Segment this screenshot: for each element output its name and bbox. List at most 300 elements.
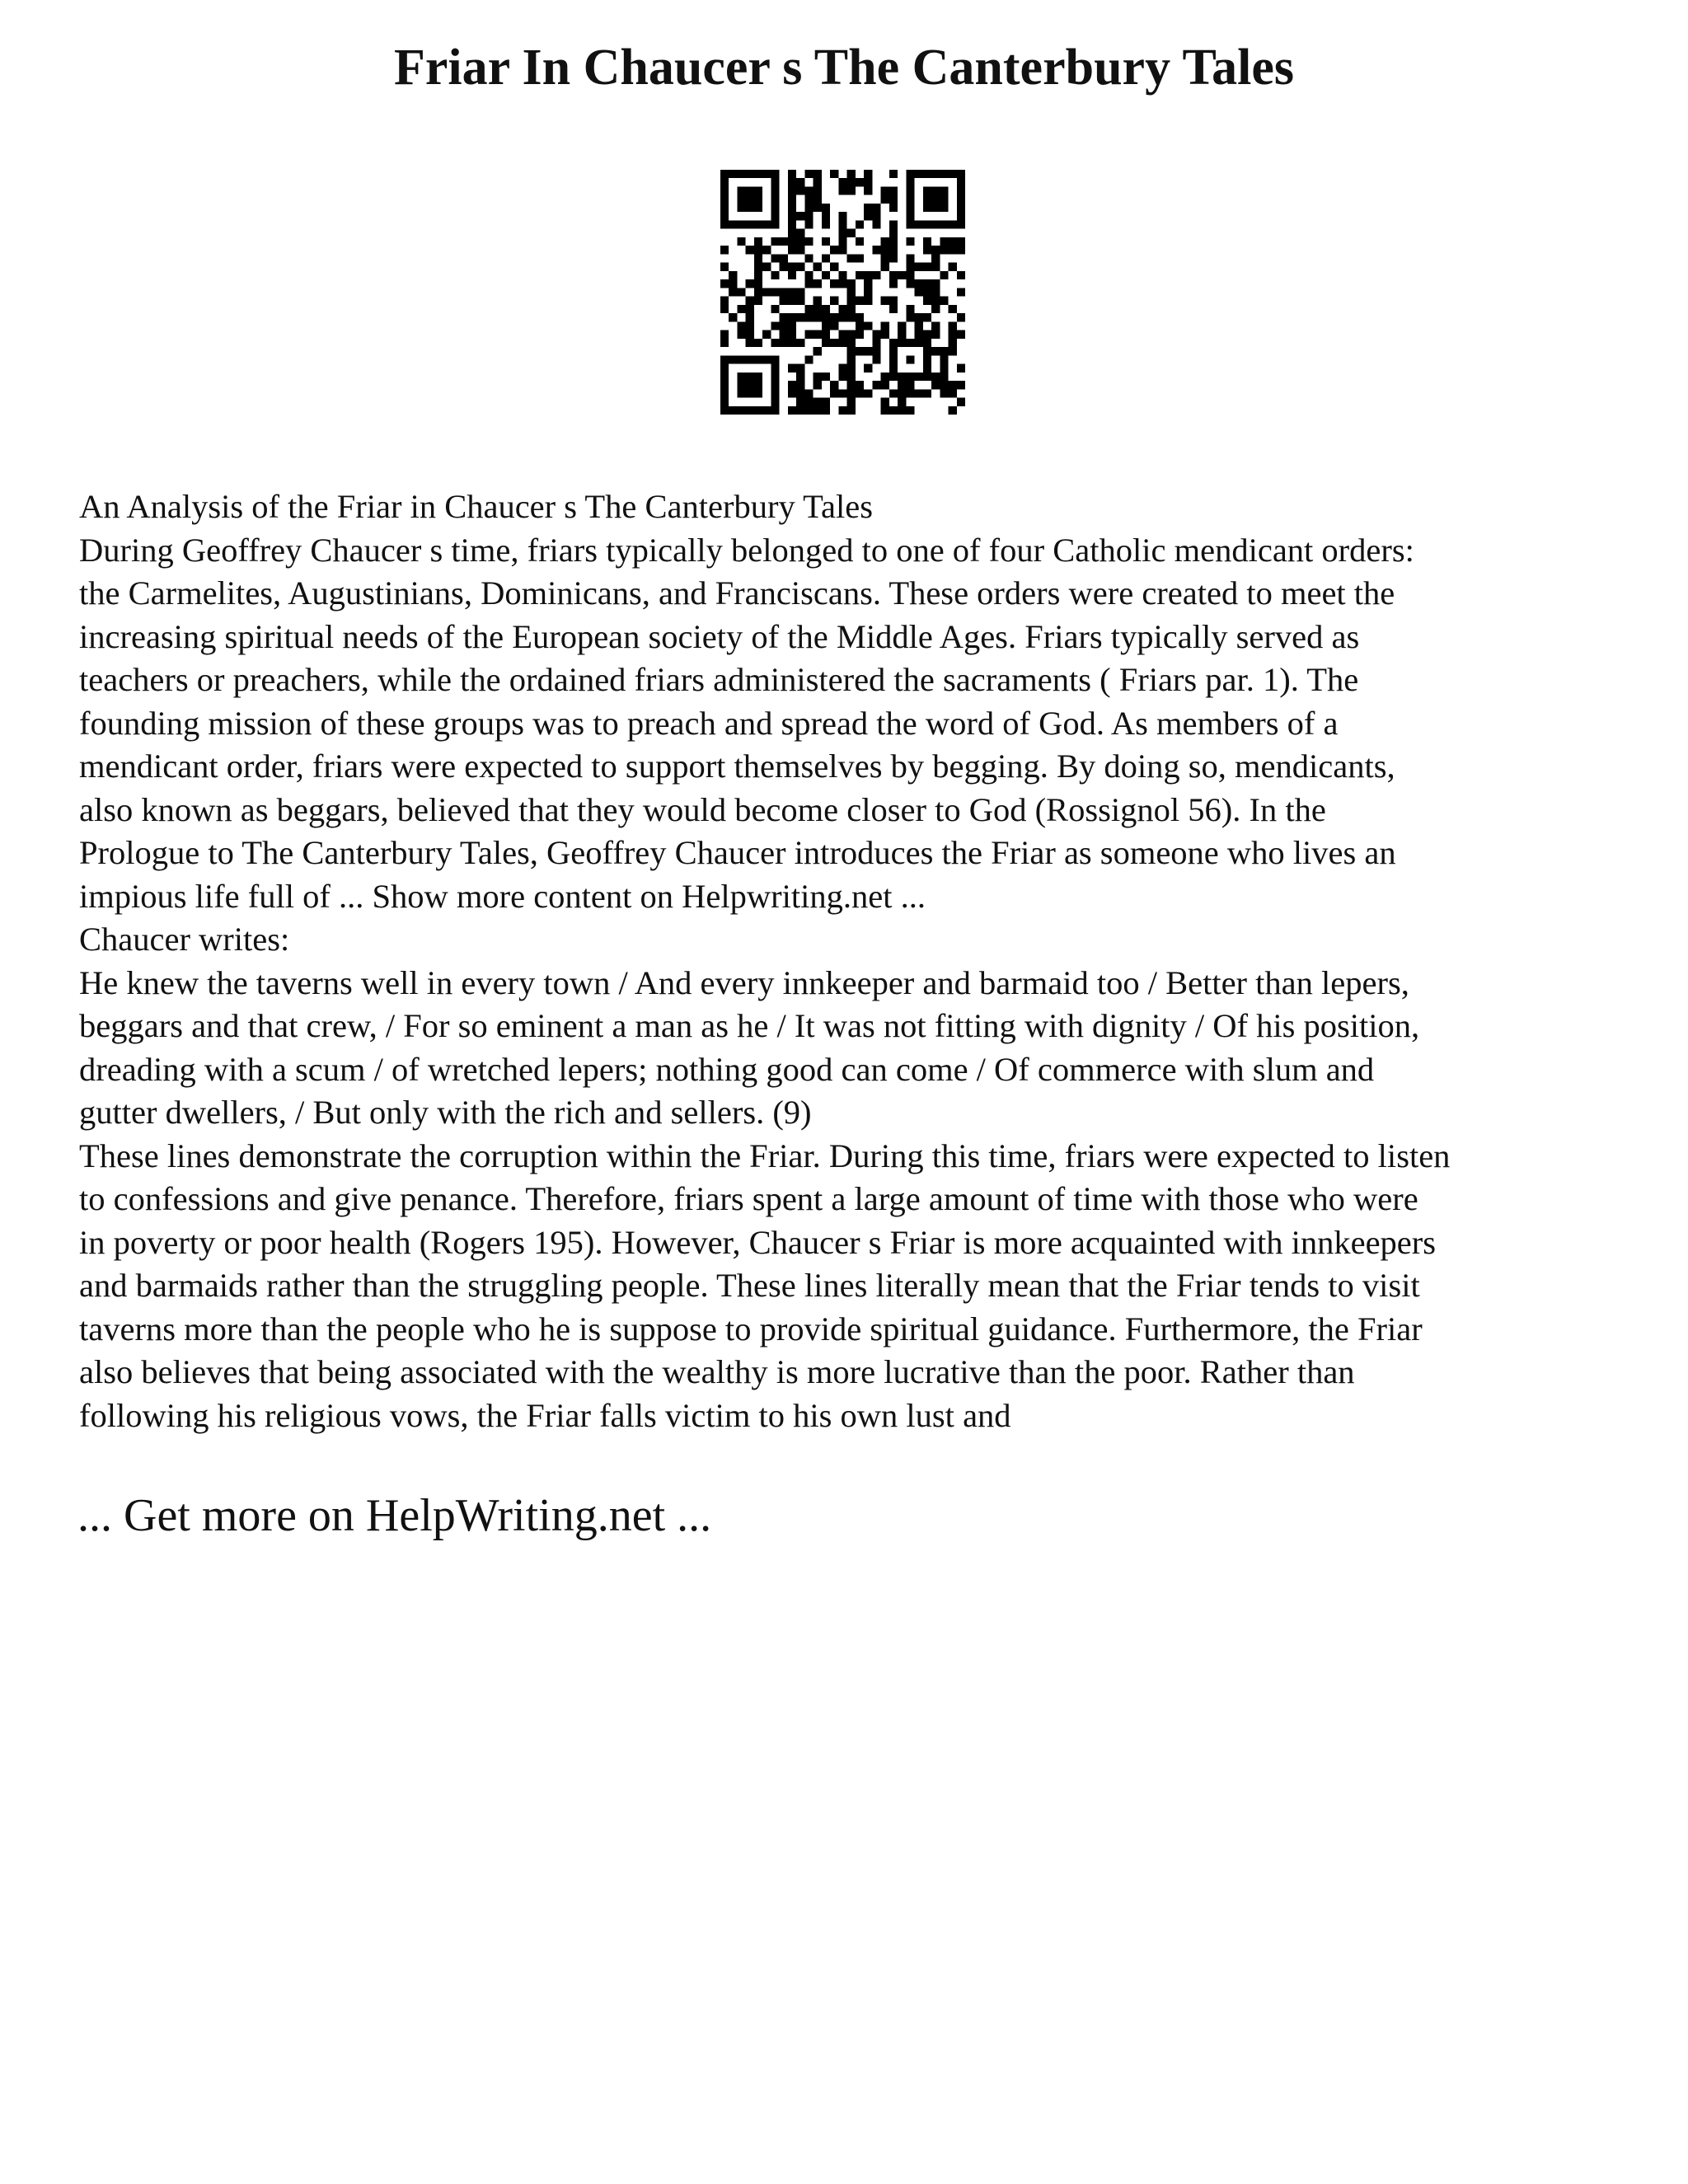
qr-module (762, 263, 771, 271)
qr-module (838, 364, 846, 373)
qr-module (838, 212, 846, 220)
qr-module (923, 204, 931, 212)
qr-module (737, 330, 745, 339)
qr-module (814, 204, 822, 212)
quote-line: gutter dwellers, / But only with the rich and sellers. (9) (79, 1094, 812, 1131)
qr-module (940, 389, 948, 397)
qr-module (754, 339, 762, 347)
qr-module (771, 204, 779, 212)
qr-module (889, 195, 898, 204)
qr-module (788, 237, 796, 246)
qr-module (720, 330, 729, 339)
qr-module (788, 229, 796, 237)
qr-module (746, 339, 754, 347)
get-more-link[interactable]: ... Get more on HelpWriting.net ... (77, 1490, 712, 1541)
qr-module (788, 297, 796, 305)
qr-module (804, 389, 813, 397)
qr-module (847, 229, 856, 237)
qr-module (957, 313, 965, 321)
qr-module (838, 229, 846, 237)
qr-module (780, 339, 788, 347)
qr-module (822, 313, 830, 321)
qr-module (889, 220, 898, 228)
qr-module (746, 186, 754, 194)
qr-module (915, 389, 923, 397)
qr-module (957, 381, 965, 389)
qr-module (830, 170, 838, 178)
qr-module (889, 254, 898, 262)
qr-code-icon (720, 170, 965, 415)
qr-module (856, 297, 864, 305)
qr-module (796, 373, 804, 381)
qr-module (915, 170, 923, 178)
qr-module (898, 406, 906, 415)
qr-module (949, 406, 957, 415)
qr-module (796, 237, 804, 246)
qr-module (957, 204, 965, 212)
qr-module (889, 204, 898, 212)
qr-module (796, 212, 804, 220)
qr-module (889, 186, 898, 194)
qr-module (838, 246, 846, 254)
qr-module (872, 381, 880, 389)
qr-module (940, 297, 948, 305)
qr-module (915, 373, 923, 381)
qr-module (881, 373, 889, 381)
qr-module (949, 339, 957, 347)
qr-module (889, 339, 898, 347)
qr-module (838, 389, 846, 397)
qr-module (771, 406, 779, 415)
qr-module (940, 246, 948, 254)
qr-module (898, 373, 906, 381)
page-title: Friar In Chaucer s The Canterbury Tales (394, 40, 1294, 96)
qr-module (804, 204, 813, 212)
qr-module (923, 220, 931, 228)
qr-module (771, 178, 779, 186)
qr-module (788, 186, 796, 194)
qr-module (906, 237, 914, 246)
article-heading: An Analysis of the Friar in Chaucer s The Canterbury Tales (79, 488, 873, 525)
qr-module (906, 178, 914, 186)
qr-module (814, 178, 822, 186)
paragraph-line: also believes that being associated with the wealthy is more lucrative than the poor. Rather than (79, 1353, 1355, 1390)
qr-module (847, 186, 856, 194)
qr-module (889, 389, 898, 397)
qr-module (788, 321, 796, 330)
qr-module (838, 271, 846, 279)
qr-module (889, 246, 898, 254)
qr-module (949, 321, 957, 330)
qr-module (915, 330, 923, 339)
qr-module (889, 237, 898, 246)
qr-module (923, 288, 931, 296)
qr-module (881, 330, 889, 339)
qr-module (889, 305, 898, 313)
qr-module (864, 389, 872, 397)
paragraph-line: also known as beggars, believed that they would become closer to God (Rossignol 56). In the (79, 790, 1326, 828)
qr-module (814, 347, 822, 355)
qr-module (788, 220, 796, 228)
paragraph-line: mendicant order, friars were expected to support themselves by begging. By doing so, mendicants, (79, 748, 1395, 785)
qr-module (889, 229, 898, 237)
qr-module (771, 254, 779, 262)
qr-module (754, 373, 762, 381)
qr-module (788, 246, 796, 254)
qr-module (830, 389, 838, 397)
qr-module (746, 381, 754, 389)
qr-module (847, 406, 856, 415)
qr-module (847, 339, 856, 347)
qr-module (957, 170, 965, 178)
qr-module (898, 398, 906, 406)
qr-module (729, 288, 737, 296)
qr-module (931, 321, 940, 330)
qr-module (940, 220, 948, 228)
qr-module (822, 321, 830, 330)
qr-module (923, 364, 931, 373)
qr-module (931, 297, 940, 305)
qr-module (822, 271, 830, 279)
qr-module (931, 186, 940, 194)
article-body (79, 485, 1629, 1437)
qr-module (949, 381, 957, 389)
qr-module (720, 339, 729, 347)
qr-module (780, 330, 788, 339)
qr-module (872, 271, 880, 279)
qr-module (804, 237, 813, 246)
qr-module (864, 347, 872, 355)
qr-module (822, 398, 830, 406)
qr-module (804, 305, 813, 313)
qr-module (931, 381, 940, 389)
qr-module (780, 297, 788, 305)
paragraph-line: founding mission of these groups was to preach and spread the word of God. As members of a (79, 704, 1339, 742)
qr-module (915, 263, 923, 271)
qr-module (838, 330, 846, 339)
qr-module (906, 212, 914, 220)
qr-module (864, 279, 872, 288)
qr-module (720, 373, 729, 381)
qr-module (788, 313, 796, 321)
qr-module (957, 186, 965, 194)
qr-module (771, 364, 779, 373)
qr-module (940, 355, 948, 363)
qr-module (881, 246, 889, 254)
qr-module (864, 186, 872, 194)
qr-module (804, 271, 813, 279)
qr-module (737, 355, 745, 363)
qr-module (940, 271, 948, 279)
qr-module (906, 195, 914, 204)
qr-module (923, 246, 931, 254)
qr-module (931, 330, 940, 339)
qr-module (822, 204, 830, 212)
qr-module (830, 263, 838, 271)
qr-module (804, 279, 813, 288)
qr-module (720, 170, 729, 178)
qr-module (788, 339, 796, 347)
qr-module (771, 305, 779, 313)
qr-module (838, 406, 846, 415)
qr-module (788, 406, 796, 415)
qr-module (949, 246, 957, 254)
qr-module (864, 297, 872, 305)
qr-module (881, 195, 889, 204)
qr-module (847, 355, 856, 363)
quote-intro: Chaucer writes: (79, 921, 290, 958)
paragraph-line: teachers or preachers, while the ordained friars administered the sacraments ( Friars par. 1). The (79, 661, 1359, 698)
qr-module (804, 330, 813, 339)
show-more-link[interactable]: impious life full of ... Show more content on Helpwriting.net ... (79, 877, 926, 915)
qr-module (729, 355, 737, 363)
qr-module (923, 355, 931, 363)
qr-module (923, 263, 931, 271)
qr-module (754, 237, 762, 246)
qr-module (838, 279, 846, 288)
qr-module (881, 237, 889, 246)
qr-module (906, 355, 914, 363)
qr-module (788, 195, 796, 204)
qr-module (847, 398, 856, 406)
qr-module (906, 254, 914, 262)
qr-module (746, 204, 754, 212)
qr-module (923, 170, 931, 178)
qr-module (746, 279, 754, 288)
qr-module (940, 237, 948, 246)
qr-module (737, 237, 745, 246)
qr-module (830, 313, 838, 321)
qr-module (737, 204, 745, 212)
qr-module (796, 178, 804, 186)
qr-module (864, 178, 872, 186)
qr-module (771, 389, 779, 397)
qr-module (906, 373, 914, 381)
qr-module (796, 389, 804, 397)
qr-module (796, 229, 804, 237)
qr-module (729, 170, 737, 178)
qr-module (737, 195, 745, 204)
qr-module (746, 305, 754, 313)
qr-module (796, 364, 804, 373)
qr-module (940, 170, 948, 178)
qr-module (754, 389, 762, 397)
qr-module (949, 237, 957, 246)
qr-module (780, 254, 788, 262)
qr-module (830, 279, 838, 288)
qr-module (847, 170, 856, 178)
paragraph-line: increasing spiritual needs of the European society of the Middle Ages. Friars typically served as (79, 617, 1360, 655)
qr-module (881, 398, 889, 406)
qr-module (804, 398, 813, 406)
qr-module (906, 263, 914, 271)
qr-module (847, 288, 856, 296)
qr-module (872, 355, 880, 363)
qr-module (940, 381, 948, 389)
qr-module (746, 313, 754, 321)
qr-module (754, 204, 762, 212)
qr-module (822, 406, 830, 415)
qr-module (949, 330, 957, 339)
quote-line: dreading with a scum / of wretched lepers; nothing good can come / Of commerce with slum and (79, 1050, 1375, 1088)
quote-line: beggars and that crew, / For so eminent a man as he / It was not fitting with dignity / Of his position, (79, 1007, 1420, 1044)
qr-module (737, 186, 745, 194)
qr-module (847, 364, 856, 373)
qr-module (881, 321, 889, 330)
qr-module (906, 220, 914, 228)
qr-module (889, 279, 898, 288)
qr-module (762, 330, 771, 339)
qr-module (804, 406, 813, 415)
qr-module (906, 339, 914, 347)
qr-module (796, 246, 804, 254)
qr-module (856, 389, 864, 397)
qr-module (931, 246, 940, 254)
qr-module (931, 220, 940, 228)
qr-module (804, 186, 813, 194)
qr-module (872, 330, 880, 339)
qr-module (889, 297, 898, 305)
qr-module (872, 212, 880, 220)
qr-module (923, 373, 931, 381)
qr-module (957, 330, 965, 339)
qr-module (796, 381, 804, 389)
qr-module (847, 330, 856, 339)
qr-module (923, 195, 931, 204)
qr-module (864, 321, 872, 330)
qr-module (923, 297, 931, 305)
paragraph-line: and barmaids rather than the struggling people. These lines literally mean that the Friar tends to visit (79, 1267, 1420, 1304)
qr-module (957, 288, 965, 296)
qr-module (856, 178, 864, 186)
qr-module (931, 347, 940, 355)
qr-module (729, 220, 737, 228)
qr-module (957, 212, 965, 220)
qr-module (737, 220, 745, 228)
qr-module (830, 297, 838, 305)
qr-module (754, 406, 762, 415)
qr-module (847, 178, 856, 186)
qr-module (771, 381, 779, 389)
qr-module (949, 389, 957, 397)
qr-module (838, 339, 846, 347)
qr-module (762, 355, 771, 363)
qr-module (838, 220, 846, 228)
qr-module (872, 204, 880, 212)
qr-module (720, 220, 729, 228)
qr-module (906, 313, 914, 321)
qr-module (720, 212, 729, 220)
qr-module (915, 220, 923, 228)
qr-module (864, 288, 872, 296)
qr-module (720, 246, 729, 254)
qr-module (754, 271, 762, 279)
qr-module (906, 279, 914, 288)
qr-module (915, 313, 923, 321)
qr-module (762, 170, 771, 178)
qr-module (720, 263, 729, 271)
qr-module (881, 297, 889, 305)
qr-module (838, 178, 846, 186)
qr-module (864, 271, 872, 279)
qr-module (780, 321, 788, 330)
qr-module (788, 271, 796, 279)
qr-module (940, 195, 948, 204)
qr-module (838, 313, 846, 321)
qr-module (856, 220, 864, 228)
qr-module (788, 389, 796, 397)
paragraph-line: the Carmelites, Augustinians, Dominicans, and Franciscans. These orders were created to meet the (79, 574, 1395, 612)
qr-module (720, 195, 729, 204)
qr-module (923, 279, 931, 288)
qr-module (847, 347, 856, 355)
qr-module (822, 254, 830, 262)
qr-module (796, 288, 804, 296)
qr-module (720, 364, 729, 373)
qr-module (804, 195, 813, 204)
qr-module (771, 195, 779, 204)
qr-module (838, 373, 846, 381)
qr-module (796, 313, 804, 321)
paragraph-line: Prologue to The Canterbury Tales, Geoffrey Chaucer introduces the Friar as someone who lives an (79, 834, 1396, 871)
quote-line: He knew the taverns well in every town / And every innkeeper and barmaid too / Better than lepers, (79, 963, 1409, 1001)
qr-module (864, 170, 872, 178)
qr-module (957, 246, 965, 254)
qr-module (771, 170, 779, 178)
qr-module (746, 170, 754, 178)
qr-module (931, 263, 940, 271)
paragraph-line: taverns more than the people who he is suppose to provide spiritual guidance. Furthermore, the Friar (79, 1310, 1423, 1347)
qr-module (923, 186, 931, 194)
qr-module (923, 237, 931, 246)
qr-module (856, 330, 864, 339)
qr-module (822, 339, 830, 347)
qr-module (814, 373, 822, 381)
qr-module (720, 406, 729, 415)
qr-module (754, 186, 762, 194)
qr-module (889, 364, 898, 373)
qr-module (814, 170, 822, 178)
qr-module (881, 186, 889, 194)
paragraph-line: During Geoffrey Chaucer s time, friars typically belonged to one of four Catholic mendicant orders: (79, 531, 1414, 569)
qr-module (949, 263, 957, 271)
qr-module (762, 406, 771, 415)
qr-module (771, 398, 779, 406)
qr-module (838, 237, 846, 246)
qr-module (923, 339, 931, 347)
paragraph-line: in poverty or poor health (Rogers 195). However, Chaucer s Friar is more acquainted with innkeepers (79, 1223, 1437, 1261)
qr-module (915, 288, 923, 296)
qr-module (746, 373, 754, 381)
qr-module (847, 254, 856, 262)
qr-module (872, 339, 880, 347)
qr-module (822, 330, 830, 339)
qr-module (814, 305, 822, 313)
qr-module (822, 237, 830, 246)
qr-module (856, 321, 864, 330)
qr-module (957, 364, 965, 373)
qr-module (814, 297, 822, 305)
qr-module (838, 186, 846, 194)
qr-module (746, 406, 754, 415)
qr-module (746, 297, 754, 305)
qr-module (872, 347, 880, 355)
qr-module (780, 288, 788, 296)
qr-module (754, 355, 762, 363)
qr-module (940, 186, 948, 194)
qr-module (830, 381, 838, 389)
qr-module (737, 381, 745, 389)
